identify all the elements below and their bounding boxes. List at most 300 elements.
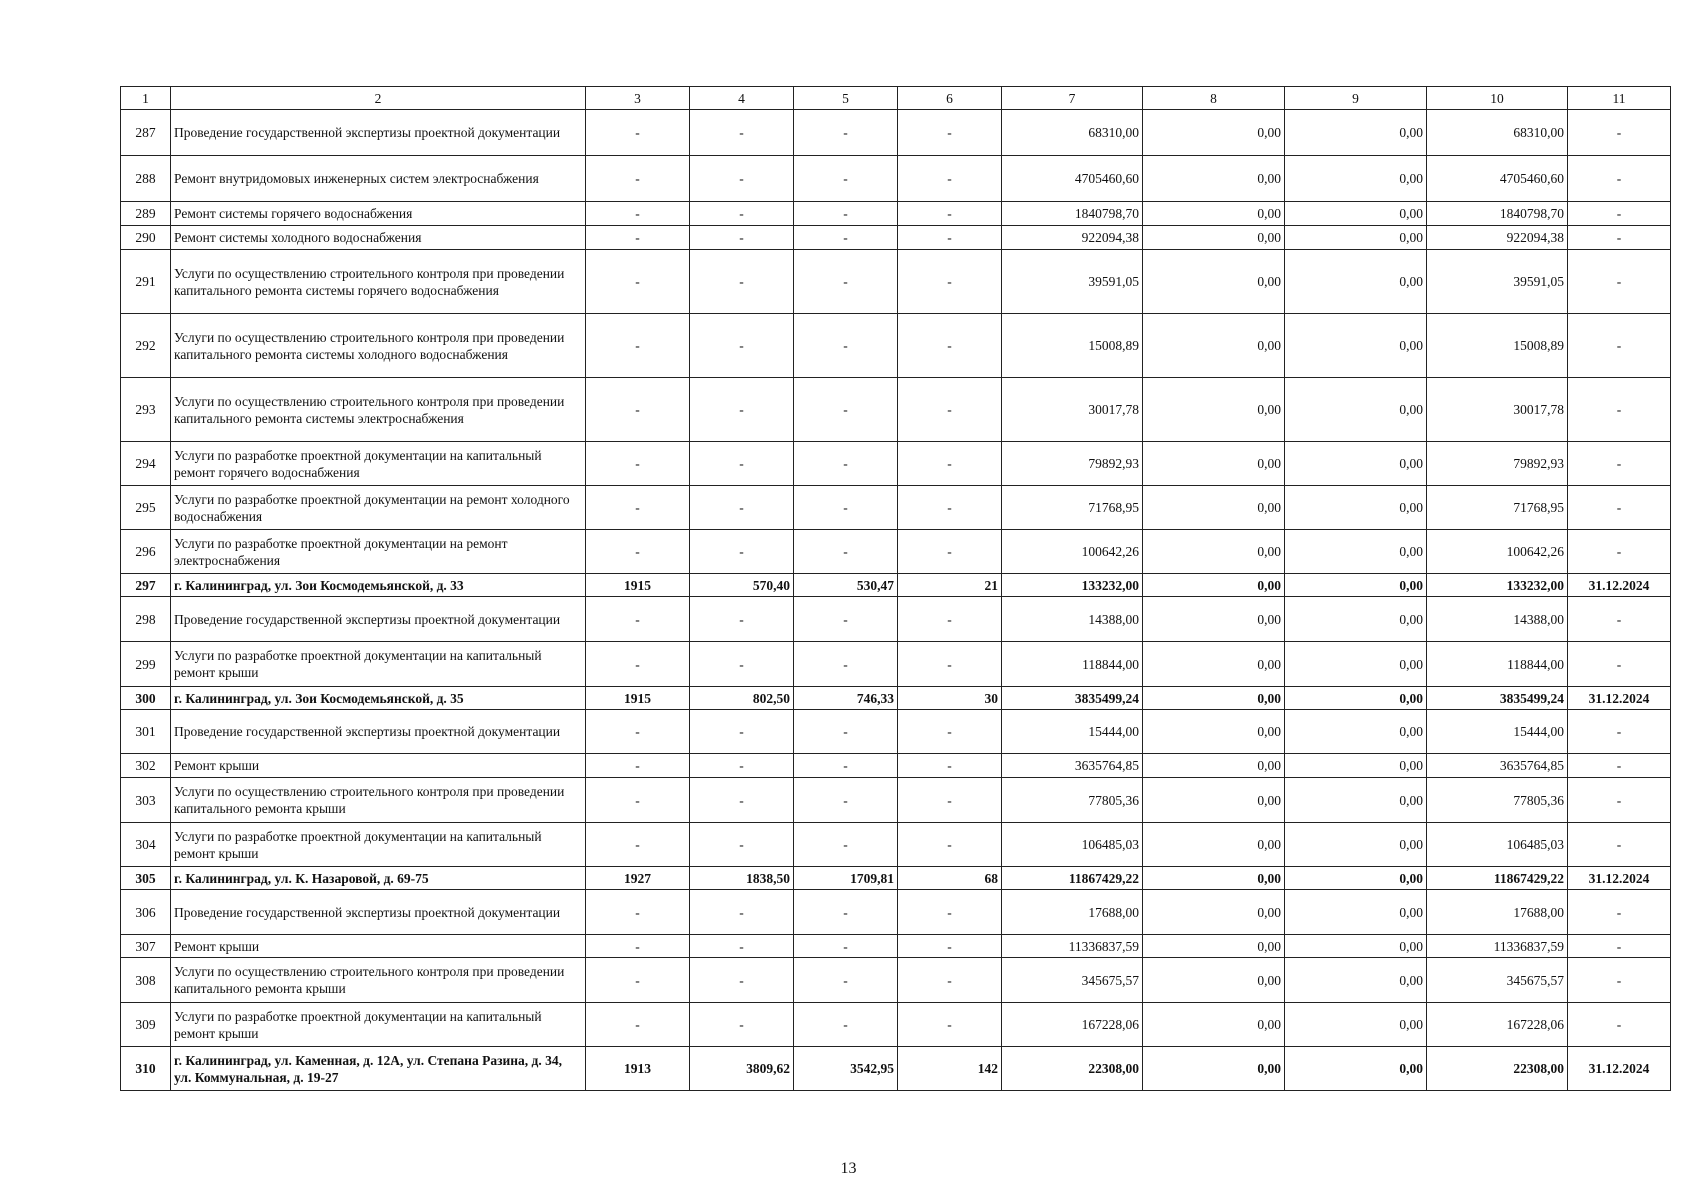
col-8-amount: 0,00	[1143, 823, 1285, 867]
row-number: 300	[121, 687, 171, 710]
row-number: 296	[121, 530, 171, 574]
row-number: 309	[121, 1003, 171, 1047]
col-11-value: -	[1568, 442, 1671, 486]
col-8-amount: 0,00	[1143, 867, 1285, 890]
col-4-value: -	[690, 442, 794, 486]
table-row	[121, 250, 1671, 314]
row-number: 302	[121, 754, 171, 778]
col-6-value: -	[898, 597, 1002, 642]
col-8-amount: 0,00	[1143, 1047, 1285, 1091]
col-5-value: -	[794, 597, 898, 642]
table-row	[121, 202, 1671, 226]
row-number: 303	[121, 778, 171, 823]
col-7-amount: 14388,00	[1002, 597, 1143, 642]
col-10-amount: 106485,03	[1427, 823, 1568, 867]
col-10-amount: 4705460,60	[1427, 156, 1568, 202]
work-description: Услуги по осуществлению строительного контроля при проведении капитального ремонта системы горячего водоснабжения	[171, 250, 586, 314]
column-header: 7	[1002, 87, 1143, 110]
col-6-value: -	[898, 314, 1002, 378]
work-description: г. Калининград, ул. К. Назаровой, д. 69-75	[171, 867, 586, 890]
row-number: 288	[121, 156, 171, 202]
col-3-value: -	[586, 890, 690, 935]
col-6-value: -	[898, 442, 1002, 486]
work-description: Услуги по осуществлению строительного контроля при проведении капитального ремонта системы холодного водоснабжения	[171, 314, 586, 378]
col-8-amount: 0,00	[1143, 642, 1285, 687]
table-row	[121, 958, 1671, 1003]
col-3-value: -	[586, 754, 690, 778]
col-11-value: -	[1568, 202, 1671, 226]
col-7-amount: 3635764,85	[1002, 754, 1143, 778]
col-3-value: -	[586, 642, 690, 687]
col-4-value: -	[690, 642, 794, 687]
col-5-value: 746,33	[794, 687, 898, 710]
col-5-value: -	[794, 710, 898, 754]
col-4-value: -	[690, 486, 794, 530]
col-8-amount: 0,00	[1143, 1003, 1285, 1047]
col-7-amount: 39591,05	[1002, 250, 1143, 314]
col-4-value: -	[690, 958, 794, 1003]
col-11-value: -	[1568, 1003, 1671, 1047]
col-4-value: 1838,50	[690, 867, 794, 890]
col-3-value: 1913	[586, 1047, 690, 1091]
work-description: Услуги по разработке проектной документации на капитальный ремонт горячего водоснабжения	[171, 442, 586, 486]
work-description: Проведение государственной экспертизы проектной документации	[171, 710, 586, 754]
col-4-value: -	[690, 710, 794, 754]
work-description: г. Калининград, ул. Зои Космодемьянской, д. 35	[171, 687, 586, 710]
table-row	[121, 378, 1671, 442]
col-7-amount: 3835499,24	[1002, 687, 1143, 710]
col-9-amount: 0,00	[1285, 754, 1427, 778]
col-11-value: 31.12.2024	[1568, 574, 1671, 597]
col-5-value: -	[794, 530, 898, 574]
col-8-amount: 0,00	[1143, 890, 1285, 935]
col-9-amount: 0,00	[1285, 597, 1427, 642]
col-11-value: -	[1568, 314, 1671, 378]
col-4-value: -	[690, 250, 794, 314]
col-9-amount: 0,00	[1285, 710, 1427, 754]
col-4-value: 570,40	[690, 574, 794, 597]
col-7-amount: 167228,06	[1002, 1003, 1143, 1047]
document-sheet	[120, 86, 1671, 1091]
col-11-value: 31.12.2024	[1568, 687, 1671, 710]
col-6-value: 21	[898, 574, 1002, 597]
col-4-value: 802,50	[690, 687, 794, 710]
col-4-value: -	[690, 890, 794, 935]
col-6-value: -	[898, 935, 1002, 958]
header-row	[121, 87, 1671, 110]
col-9-amount: 0,00	[1285, 202, 1427, 226]
work-description: Проведение государственной экспертизы проектной документации	[171, 890, 586, 935]
col-10-amount: 3635764,85	[1427, 754, 1568, 778]
col-5-value: -	[794, 226, 898, 250]
col-6-value: -	[898, 530, 1002, 574]
row-number: 291	[121, 250, 171, 314]
col-7-amount: 17688,00	[1002, 890, 1143, 935]
col-11-value: -	[1568, 754, 1671, 778]
col-3-value: -	[586, 202, 690, 226]
table-row-address	[121, 867, 1671, 890]
data-table	[120, 86, 1671, 1091]
work-description: Ремонт системы холодного водоснабжения	[171, 226, 586, 250]
col-11-value: -	[1568, 156, 1671, 202]
col-6-value: 30	[898, 687, 1002, 710]
col-9-amount: 0,00	[1285, 530, 1427, 574]
col-5-value: 1709,81	[794, 867, 898, 890]
col-11-value: -	[1568, 378, 1671, 442]
row-number: 292	[121, 314, 171, 378]
col-10-amount: 133232,00	[1427, 574, 1568, 597]
column-header: 8	[1143, 87, 1285, 110]
col-3-value: -	[586, 226, 690, 250]
work-description: Услуги по разработке проектной документации на ремонт холодного водоснабжения	[171, 486, 586, 530]
table-row	[121, 226, 1671, 250]
col-11-value: -	[1568, 778, 1671, 823]
col-9-amount: 0,00	[1285, 867, 1427, 890]
col-9-amount: 0,00	[1285, 110, 1427, 156]
col-5-value: -	[794, 110, 898, 156]
work-description: Проведение государственной экспертизы проектной документации	[171, 110, 586, 156]
col-11-value: -	[1568, 486, 1671, 530]
table-row	[121, 1003, 1671, 1047]
row-number: 289	[121, 202, 171, 226]
col-3-value: -	[586, 1003, 690, 1047]
column-header: 11	[1568, 87, 1671, 110]
col-6-value: -	[898, 226, 1002, 250]
row-number: 294	[121, 442, 171, 486]
col-4-value: -	[690, 1003, 794, 1047]
col-10-amount: 17688,00	[1427, 890, 1568, 935]
col-5-value: -	[794, 202, 898, 226]
col-3-value: -	[586, 597, 690, 642]
col-10-amount: 1840798,70	[1427, 202, 1568, 226]
col-10-amount: 30017,78	[1427, 378, 1568, 442]
col-10-amount: 15444,00	[1427, 710, 1568, 754]
col-5-value: -	[794, 486, 898, 530]
col-10-amount: 11867429,22	[1427, 867, 1568, 890]
col-5-value: 3542,95	[794, 1047, 898, 1091]
table-row	[121, 935, 1671, 958]
col-9-amount: 0,00	[1285, 958, 1427, 1003]
col-3-value: -	[586, 110, 690, 156]
col-11-value: -	[1568, 250, 1671, 314]
col-5-value: -	[794, 442, 898, 486]
col-9-amount: 0,00	[1285, 642, 1427, 687]
row-number: 298	[121, 597, 171, 642]
col-10-amount: 71768,95	[1427, 486, 1568, 530]
col-4-value: -	[690, 597, 794, 642]
page-number: 13	[840, 1160, 857, 1177]
col-8-amount: 0,00	[1143, 202, 1285, 226]
col-8-amount: 0,00	[1143, 442, 1285, 486]
row-number: 295	[121, 486, 171, 530]
col-4-value: -	[690, 156, 794, 202]
work-description: Ремонт крыши	[171, 754, 586, 778]
col-11-value: -	[1568, 710, 1671, 754]
col-8-amount: 0,00	[1143, 314, 1285, 378]
table-row	[121, 597, 1671, 642]
col-5-value: -	[794, 754, 898, 778]
col-11-value: -	[1568, 642, 1671, 687]
col-4-value: -	[690, 314, 794, 378]
col-6-value: -	[898, 710, 1002, 754]
table-row	[121, 530, 1671, 574]
table-row	[121, 442, 1671, 486]
col-5-value: -	[794, 156, 898, 202]
column-header: 5	[794, 87, 898, 110]
col-10-amount: 79892,93	[1427, 442, 1568, 486]
col-10-amount: 3835499,24	[1427, 687, 1568, 710]
column-header: 2	[171, 87, 586, 110]
col-7-amount: 79892,93	[1002, 442, 1143, 486]
column-header: 9	[1285, 87, 1427, 110]
work-description: Ремонт системы горячего водоснабжения	[171, 202, 586, 226]
col-7-amount: 15008,89	[1002, 314, 1143, 378]
col-4-value: -	[690, 226, 794, 250]
col-9-amount: 0,00	[1285, 687, 1427, 710]
row-number: 293	[121, 378, 171, 442]
column-header: 6	[898, 87, 1002, 110]
col-8-amount: 0,00	[1143, 378, 1285, 442]
table-body	[121, 110, 1671, 1091]
col-5-value: -	[794, 250, 898, 314]
col-3-value: -	[586, 156, 690, 202]
col-4-value: -	[690, 754, 794, 778]
col-9-amount: 0,00	[1285, 574, 1427, 597]
col-7-amount: 11336837,59	[1002, 935, 1143, 958]
col-10-amount: 922094,38	[1427, 226, 1568, 250]
work-description: г. Калининград, ул. Зои Космодемьянской, д. 33	[171, 574, 586, 597]
row-number: 307	[121, 935, 171, 958]
row-number: 308	[121, 958, 171, 1003]
work-description: г. Калининград, ул. Каменная, д. 12А, ул. Степана Разина, д. 34, ул. Коммунальная, д. 19-27	[171, 1047, 586, 1091]
table-row	[121, 486, 1671, 530]
col-11-value: -	[1568, 530, 1671, 574]
col-3-value: -	[586, 378, 690, 442]
work-description: Услуги по разработке проектной документации на капитальный ремонт крыши	[171, 823, 586, 867]
col-7-amount: 4705460,60	[1002, 156, 1143, 202]
col-6-value: -	[898, 156, 1002, 202]
col-11-value: -	[1568, 823, 1671, 867]
row-number: 287	[121, 110, 171, 156]
col-9-amount: 0,00	[1285, 378, 1427, 442]
col-3-value: -	[586, 486, 690, 530]
row-number: 301	[121, 710, 171, 754]
col-5-value: 530,47	[794, 574, 898, 597]
col-5-value: -	[794, 1003, 898, 1047]
table-row	[121, 642, 1671, 687]
col-9-amount: 0,00	[1285, 1047, 1427, 1091]
col-7-amount: 1840798,70	[1002, 202, 1143, 226]
col-3-value: -	[586, 314, 690, 378]
col-10-amount: 68310,00	[1427, 110, 1568, 156]
col-6-value: 142	[898, 1047, 1002, 1091]
work-description: Услуги по разработке проектной документации на капитальный ремонт крыши	[171, 1003, 586, 1047]
col-9-amount: 0,00	[1285, 314, 1427, 378]
col-10-amount: 77805,36	[1427, 778, 1568, 823]
table-row-address	[121, 574, 1671, 597]
col-5-value: -	[794, 778, 898, 823]
col-7-amount: 100642,26	[1002, 530, 1143, 574]
col-6-value: -	[898, 250, 1002, 314]
col-8-amount: 0,00	[1143, 754, 1285, 778]
col-5-value: -	[794, 314, 898, 378]
work-description: Проведение государственной экспертизы проектной документации	[171, 597, 586, 642]
col-6-value: 68	[898, 867, 1002, 890]
row-number: 290	[121, 226, 171, 250]
col-11-value: 31.12.2024	[1568, 1047, 1671, 1091]
table-row	[121, 314, 1671, 378]
col-8-amount: 0,00	[1143, 778, 1285, 823]
work-description: Услуги по осуществлению строительного контроля при проведении капитального ремонта крыши	[171, 778, 586, 823]
row-number: 297	[121, 574, 171, 597]
row-number: 306	[121, 890, 171, 935]
col-6-value: -	[898, 110, 1002, 156]
col-7-amount: 77805,36	[1002, 778, 1143, 823]
col-4-value: -	[690, 110, 794, 156]
col-8-amount: 0,00	[1143, 574, 1285, 597]
col-3-value: 1915	[586, 574, 690, 597]
col-7-amount: 22308,00	[1002, 1047, 1143, 1091]
column-header: 10	[1427, 87, 1568, 110]
col-4-value: -	[690, 530, 794, 574]
col-10-amount: 14388,00	[1427, 597, 1568, 642]
col-11-value: -	[1568, 226, 1671, 250]
table-row	[121, 156, 1671, 202]
col-5-value: -	[794, 642, 898, 687]
col-3-value: -	[586, 823, 690, 867]
col-3-value: 1927	[586, 867, 690, 890]
column-header: 1	[121, 87, 171, 110]
col-10-amount: 22308,00	[1427, 1047, 1568, 1091]
table-row	[121, 823, 1671, 867]
col-6-value: -	[898, 958, 1002, 1003]
row-number: 299	[121, 642, 171, 687]
col-10-amount: 118844,00	[1427, 642, 1568, 687]
col-5-value: -	[794, 378, 898, 442]
col-8-amount: 0,00	[1143, 710, 1285, 754]
table-row-address	[121, 1047, 1671, 1091]
col-8-amount: 0,00	[1143, 486, 1285, 530]
col-8-amount: 0,00	[1143, 250, 1285, 314]
col-7-amount: 922094,38	[1002, 226, 1143, 250]
col-10-amount: 11336837,59	[1427, 935, 1568, 958]
col-9-amount: 0,00	[1285, 156, 1427, 202]
col-6-value: -	[898, 823, 1002, 867]
col-3-value: 1915	[586, 687, 690, 710]
work-description: Услуги по осуществлению строительного контроля при проведении капитального ремонта крыши	[171, 958, 586, 1003]
col-7-amount: 11867429,22	[1002, 867, 1143, 890]
col-7-amount: 30017,78	[1002, 378, 1143, 442]
table-row	[121, 110, 1671, 156]
col-8-amount: 0,00	[1143, 935, 1285, 958]
row-number: 304	[121, 823, 171, 867]
col-6-value: -	[898, 642, 1002, 687]
column-header: 4	[690, 87, 794, 110]
work-description: Ремонт крыши	[171, 935, 586, 958]
col-7-amount: 133232,00	[1002, 574, 1143, 597]
col-3-value: -	[586, 778, 690, 823]
col-4-value: -	[690, 378, 794, 442]
col-4-value: -	[690, 935, 794, 958]
col-6-value: -	[898, 378, 1002, 442]
col-9-amount: 0,00	[1285, 250, 1427, 314]
col-8-amount: 0,00	[1143, 958, 1285, 1003]
col-8-amount: 0,00	[1143, 597, 1285, 642]
col-7-amount: 15444,00	[1002, 710, 1143, 754]
col-7-amount: 68310,00	[1002, 110, 1143, 156]
table-row	[121, 778, 1671, 823]
col-11-value: -	[1568, 935, 1671, 958]
col-5-value: -	[794, 958, 898, 1003]
col-10-amount: 15008,89	[1427, 314, 1568, 378]
col-11-value: -	[1568, 110, 1671, 156]
col-6-value: -	[898, 1003, 1002, 1047]
col-5-value: -	[794, 935, 898, 958]
col-7-amount: 345675,57	[1002, 958, 1143, 1003]
col-3-value: -	[586, 935, 690, 958]
col-9-amount: 0,00	[1285, 226, 1427, 250]
col-6-value: -	[898, 202, 1002, 226]
col-9-amount: 0,00	[1285, 486, 1427, 530]
col-9-amount: 0,00	[1285, 1003, 1427, 1047]
work-description: Ремонт внутридомовых инженерных систем электроснабжения	[171, 156, 586, 202]
col-3-value: -	[586, 442, 690, 486]
col-8-amount: 0,00	[1143, 110, 1285, 156]
col-3-value: -	[586, 530, 690, 574]
table-row	[121, 710, 1671, 754]
col-7-amount: 118844,00	[1002, 642, 1143, 687]
col-3-value: -	[586, 958, 690, 1003]
col-9-amount: 0,00	[1285, 935, 1427, 958]
col-6-value: -	[898, 754, 1002, 778]
col-8-amount: 0,00	[1143, 530, 1285, 574]
col-7-amount: 106485,03	[1002, 823, 1143, 867]
col-5-value: -	[794, 823, 898, 867]
table-row-address	[121, 687, 1671, 710]
col-4-value: -	[690, 202, 794, 226]
col-5-value: -	[794, 890, 898, 935]
col-8-amount: 0,00	[1143, 687, 1285, 710]
table-row	[121, 890, 1671, 935]
col-10-amount: 100642,26	[1427, 530, 1568, 574]
row-number: 310	[121, 1047, 171, 1091]
col-11-value: -	[1568, 597, 1671, 642]
col-6-value: -	[898, 486, 1002, 530]
col-11-value: 31.12.2024	[1568, 867, 1671, 890]
col-4-value: -	[690, 778, 794, 823]
col-10-amount: 167228,06	[1427, 1003, 1568, 1047]
column-header: 3	[586, 87, 690, 110]
col-9-amount: 0,00	[1285, 442, 1427, 486]
col-11-value: -	[1568, 890, 1671, 935]
work-description: Услуги по разработке проектной документации на ремонт электроснабжения	[171, 530, 586, 574]
col-4-value: 3809,62	[690, 1047, 794, 1091]
col-6-value: -	[898, 778, 1002, 823]
col-9-amount: 0,00	[1285, 890, 1427, 935]
col-6-value: -	[898, 890, 1002, 935]
col-11-value: -	[1568, 958, 1671, 1003]
work-description: Услуги по осуществлению строительного контроля при проведении капитального ремонта системы электроснабжения	[171, 378, 586, 442]
col-10-amount: 39591,05	[1427, 250, 1568, 314]
col-10-amount: 345675,57	[1427, 958, 1568, 1003]
row-number: 305	[121, 867, 171, 890]
col-4-value: -	[690, 823, 794, 867]
col-8-amount: 0,00	[1143, 226, 1285, 250]
col-9-amount: 0,00	[1285, 823, 1427, 867]
col-3-value: -	[586, 250, 690, 314]
table-row	[121, 754, 1671, 778]
col-9-amount: 0,00	[1285, 778, 1427, 823]
